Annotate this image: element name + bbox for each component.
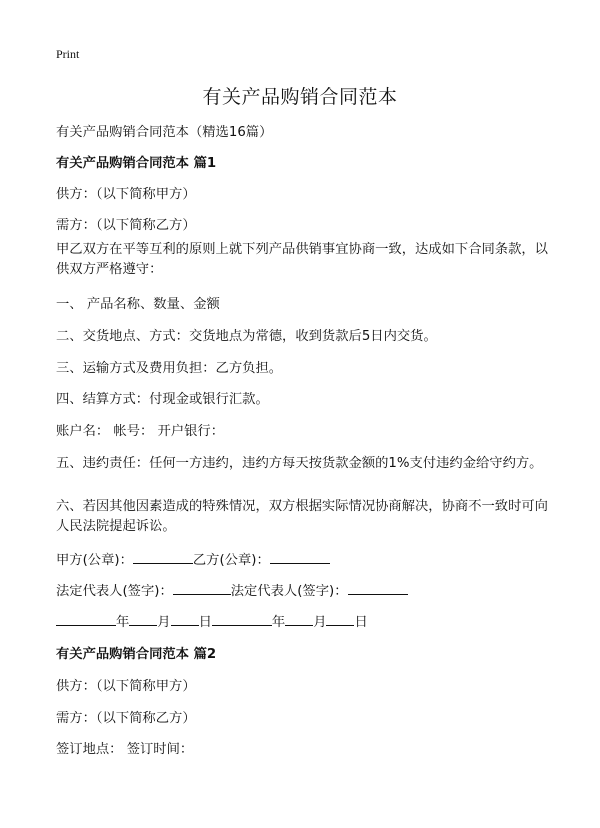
date-a-year-blank[interactable]: [56, 612, 116, 626]
date-a-day: 日: [198, 615, 212, 630]
section-heading-1: 有关产品购销合同范本 篇1: [56, 156, 217, 171]
clause-2: 二、交货地点、方式：交货地点为常德，收到货款后5日内交货。: [56, 329, 437, 344]
rep-a-blank[interactable]: [173, 581, 231, 595]
clause-6: 六、若因其他因素造成的特殊情况，双方根据实际情况协商解决，协商不一致时可向人民法院提起诉讼。: [56, 499, 548, 534]
party-b-seal-label: 乙方(公章)：: [192, 553, 270, 568]
representative-line: [56, 580, 408, 599]
clause-4: 四、结算方式：付现金或银行汇款。: [56, 392, 269, 407]
document-title: 有关产品购销合同范本: [202, 86, 398, 108]
clause-3: 三、运输方式及费用负担：乙方负担。: [56, 361, 283, 376]
rep-a-label: 法定代表人(签字)：: [56, 584, 173, 599]
section-heading-2: 有关产品购销合同范本 篇2: [56, 647, 217, 662]
date-line: [56, 611, 368, 630]
date-a-month: 月: [157, 615, 171, 630]
party-a-seal-blank[interactable]: [133, 550, 193, 564]
date-a-day-blank[interactable]: [171, 612, 199, 626]
account-line: 账户名： 帐号： 开户银行：: [56, 424, 225, 439]
rep-b-label: 法定代表人(签字)：: [230, 584, 348, 599]
party-a-seal-label: 甲方(公章)：: [56, 553, 133, 568]
clause-5: 五、违约责任：任何一方违约，违约方每天按货款金额的1%支付违约金给守约方。: [56, 456, 543, 471]
sign-place-line: 签订地点： 签订时间：: [56, 742, 194, 757]
buyer-line: 需方：（以下简称乙方）: [56, 218, 196, 233]
date-b-day-blank[interactable]: [326, 612, 354, 626]
date-b-month: 月: [313, 615, 327, 630]
date-b-year: 年: [271, 615, 286, 630]
print-label: Print: [56, 47, 80, 61]
intro-paragraph: 甲乙双方在平等互利的原则上就下列产品供销事宜协商一致，达成如下合同条款，以供双方严格遵守：: [56, 242, 548, 277]
clause-1: 一、 产品名称、数量、金额: [56, 297, 220, 312]
party-b-seal-blank[interactable]: [270, 550, 330, 564]
seal-line: [56, 549, 330, 568]
date-a-year: 年: [116, 615, 130, 630]
supplier-line: 供方：（以下简称甲方）: [56, 187, 196, 202]
rep-b-blank[interactable]: [348, 581, 408, 595]
date-b-month-blank[interactable]: [285, 612, 313, 626]
date-b-day: 日: [354, 615, 368, 630]
date-a-month-blank[interactable]: [129, 612, 157, 626]
supplier-line-2: 供方：（以下简称甲方）: [56, 679, 196, 694]
date-b-year-blank[interactable]: [212, 612, 272, 626]
buyer-line-2: 需方：（以下简称乙方）: [56, 711, 196, 726]
document-subtitle: 有关产品购销合同范本（精选16篇）: [56, 125, 273, 140]
